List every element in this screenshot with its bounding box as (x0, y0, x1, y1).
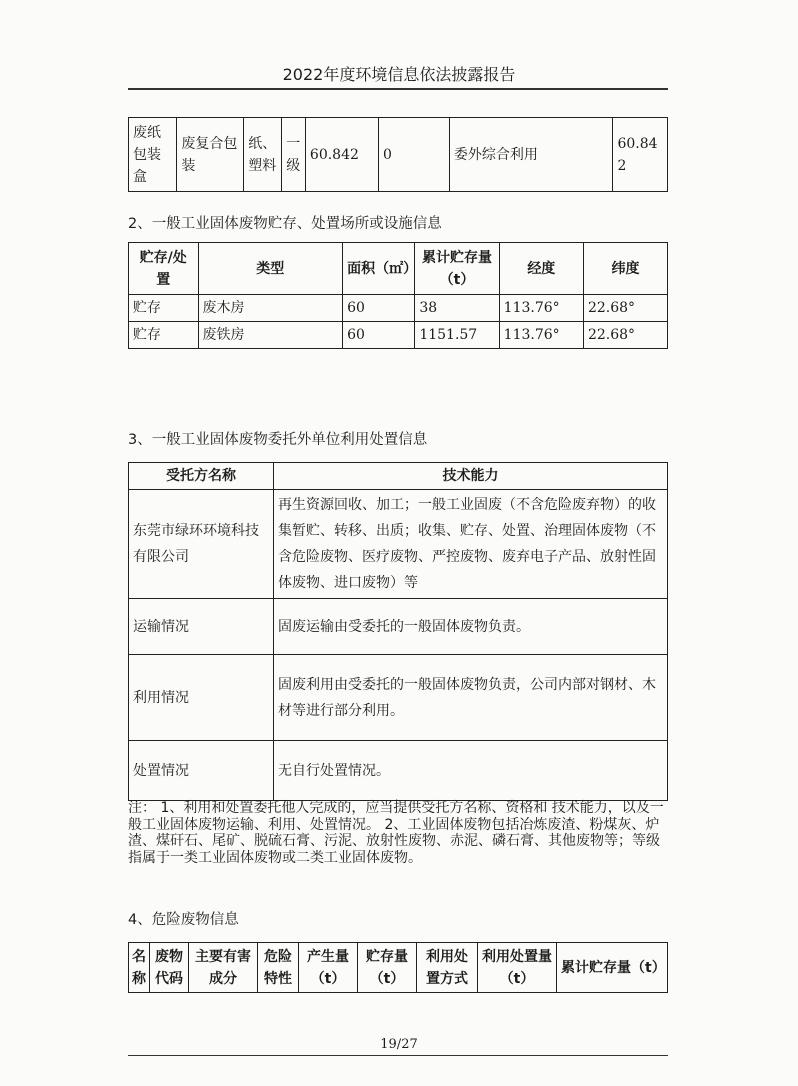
cell: 再生资源回收、加工；一般工业固废（不含危险废弃物）的收集暂贮、转移、出质；收集、贮存、处置、治理固体废物（不含危险废物、医疗废物、严控废物、废弃电子产品、放射性固体废物、进口废物）等 (274, 490, 668, 599)
cell: 废铁房 (198, 322, 343, 349)
header-cumulative: 累计贮存量（t） (557, 943, 668, 993)
cell: 贮存 (129, 322, 199, 349)
cell: 1151.57 (415, 322, 499, 349)
cell: 无自行处置情况。 (274, 741, 668, 801)
cell: 贮存 (129, 295, 199, 322)
header-cumulative: 累计贮存量（t） (415, 243, 499, 295)
table-row (129, 655, 668, 741)
header-disposal-amount: 利用处置量（t） (478, 943, 557, 993)
cell-stored: 0 (378, 118, 449, 192)
header-storage-type: 贮存/处置 (129, 243, 199, 295)
cell-level: 一级 (282, 118, 306, 192)
cell: 处置情况 (129, 741, 274, 801)
cell: 22.68° (583, 295, 667, 322)
header-capability: 技术能力 (274, 463, 668, 490)
section-2-title: 2、一般工业固体废物贮存、处置场所或设施信息 (128, 216, 442, 232)
header-divider (128, 88, 668, 90)
header-category: 类型 (198, 243, 343, 295)
cell-produced: 60.842 (305, 118, 378, 192)
cell: 113.76° (499, 295, 583, 322)
cell: 运输情况 (129, 599, 274, 655)
header-code: 废物代码 (150, 943, 189, 993)
table-storage-sites (128, 242, 668, 349)
cell: 60 (343, 322, 415, 349)
cell-name: 废纸包装盒 (129, 118, 177, 192)
cell-code: 废复合包装 (177, 118, 244, 192)
header-method: 利用处置方式 (417, 943, 478, 993)
page-header-title: 2022年度环境信息依法披露报告 (282, 65, 516, 84)
table-header-row (129, 243, 668, 295)
section-3-title: 3、一般工业固体废物委托外单位利用处置信息 (128, 432, 428, 448)
cell: 利用情况 (129, 655, 274, 741)
table-row (129, 118, 668, 192)
table-header-row (129, 463, 668, 490)
header-hazard: 危险特性 (258, 943, 299, 993)
cell: 废木房 (198, 295, 343, 322)
cell: 38 (415, 295, 499, 322)
table-header-row (129, 943, 668, 993)
cell-component: 纸、塑料 (244, 118, 282, 192)
table-row (129, 741, 668, 801)
table-row (129, 295, 668, 322)
section-4-title: 4、危险废物信息 (128, 912, 239, 928)
table-hazardous-waste (128, 942, 668, 993)
header-area: 面积（㎡） (343, 243, 415, 295)
table-row (129, 599, 668, 655)
cell-method: 委外综合利用 (449, 118, 613, 192)
header-component: 主要有害成分 (189, 943, 258, 993)
header-stored: 贮存量（t） (358, 943, 417, 993)
header-produced: 产生量（t） (299, 943, 358, 993)
table-row (129, 490, 668, 599)
cell: 固废利用由受委托的一般固体废物负责，公司内部对钢材、木材等进行部分利用。 (274, 655, 668, 741)
cell: 固废运输由受委托的一般固体废物负责。 (274, 599, 668, 655)
header-name: 名称 (129, 943, 150, 993)
header-longitude: 经度 (499, 243, 583, 295)
header-latitude: 纬度 (583, 243, 667, 295)
header-trustee-name: 受托方名称 (129, 463, 274, 490)
table-waste-continuation (128, 117, 668, 192)
cell: 113.76° (499, 322, 583, 349)
cell-amount: 60.842 (613, 118, 668, 192)
footnote: 注： 1、利用和处置委托他人完成的，应当提供受托方名称、资格和 技术能力，以及一般工业固体废物运输、利用、处置情况。 2、工业固体废物包括冶炼废渣、粉煤灰、炉渣、煤矸石、尾矿、脱硫石膏、污泥、放射性废物、赤泥、磷石膏、其他废物等；等级指属于一类工业固体废物或二类工业固体废物。 (128, 800, 664, 866)
table-row (129, 322, 668, 349)
table-entrusted-units (128, 462, 668, 801)
cell: 22.68° (583, 322, 667, 349)
footer-divider (128, 1055, 668, 1056)
cell: 东莞市绿环环境科技有限公司 (129, 490, 274, 599)
page-number: 19/27 (380, 1037, 418, 1052)
cell: 60 (343, 295, 415, 322)
